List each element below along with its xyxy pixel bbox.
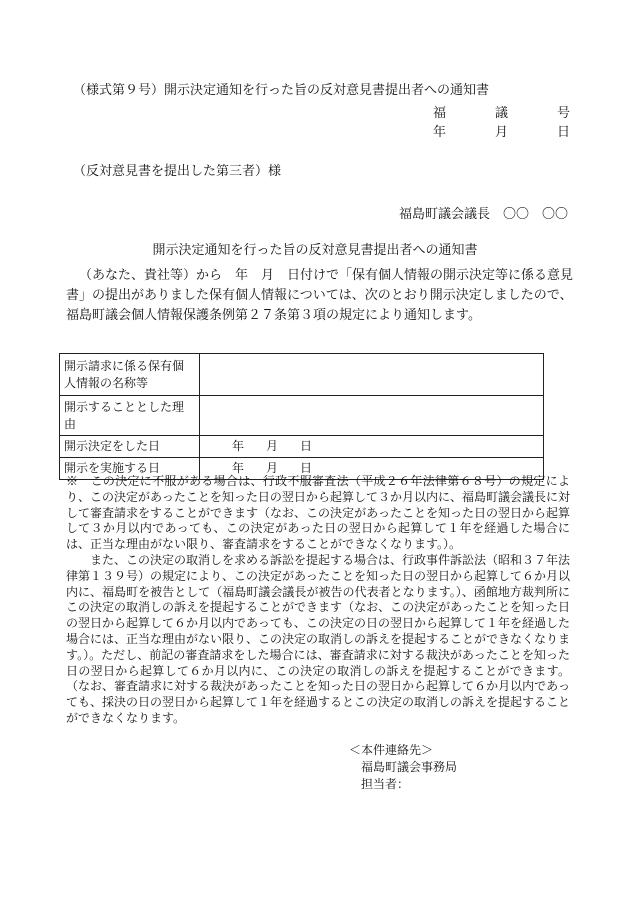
date-day: 日 (300, 461, 313, 475)
row-label: 開示請求に係る保有個人情報の名称等 (60, 354, 200, 396)
reference-number (433, 102, 570, 121)
contact-heading: ＜本件連絡先＞ (349, 743, 434, 757)
date-year: 年 (232, 461, 245, 475)
notes-section (66, 474, 570, 727)
intro-text: （あなた、貴社等）から 年 月 日付けで「保有個人情報の開示決定等に係る意見書」の提出がありました保有個人情報については、次のとおり開示決定しましたので、福島町議会個人情報保護条例第２７条第３項の規定により通知します。 (66, 268, 574, 323)
note-lawsuit: また、この決定の取消しを求める訴訟を提起する場合は、行政事件訴訟法（昭和３７年法律第１３９号）の規定により、この決定があったことを知った日の翌日から起算して６か月以内に、福島町を被告として（福島町議会議長が被告の代表者となります。）、函館地方裁判所にこの決定の取消しの訴えを提起することができます（なお、この決定があったことを知った日の翌日から起算して６か月以内であっても、この決定の日の翌日から起算して１年を経過した場合には、正当な理由がない限り、この決定の取消しの訴えを提起することができなくなります。）。ただし、前記の審査請求をした場合には、審査請求に対する裁決があったことを知った日の翌日から起算して６か月以内に、この決定の取消しの訴えを提起することができます。（なお、審査請求に対する裁決があったことを知った日の翌日から起算して６か月以内であっても、採決の日の翌日から起算して１年を経過するとこの決定の取消しの訴えを提起することができなくなります。 (66, 552, 571, 725)
sender: 福島町議会議長 〇〇 〇〇 (398, 207, 568, 222)
table-row (60, 436, 544, 458)
contact-person: 担当者： (361, 777, 410, 791)
note-appeal: ※ この決定に不服がある場合は、行政不服審査法（平成２６年法律第６８号）の規定により、この決定があったことを知った日の翌日から起算して３か月以内に、福島町議会議長に対して審査請求をすることができます（なお、この決定があったことを知った日の翌日から起算して３か月以内であっても、この決定があった日の翌日から起算して１年を経過した場合には、正当な理由がない限り、審査請求をすることができなくなります。）。 (66, 474, 570, 552)
date-month: 月 (266, 439, 279, 453)
info-table (59, 353, 544, 480)
issue-date (433, 121, 570, 140)
date-month: 月 (266, 461, 279, 475)
row-label: 開示決定をした日 (60, 436, 200, 458)
ref-suffix: 号 (556, 106, 570, 121)
row-value (200, 396, 544, 436)
contact-block (349, 742, 457, 793)
intro-paragraph (66, 266, 576, 326)
row-value (200, 354, 544, 396)
form-title: （様式第９号）開示決定通知を行った旨の反対意見書提出者への通知書 (73, 83, 490, 98)
contact-office: 福島町議会事務局 (361, 760, 458, 774)
date-year: 年 (433, 125, 447, 140)
decision-date (204, 438, 312, 455)
recipient: （反対意見書を提出した第三者）様 (73, 164, 282, 179)
document-title: 開示決定通知を行った旨の反対意見書提出者への通知書 (152, 243, 478, 258)
row-label: 開示を実施する日 (60, 458, 200, 480)
date-day: 日 (300, 439, 313, 453)
ref-prefix: 福 (433, 106, 447, 121)
date-month: 月 (494, 125, 508, 140)
row-value (200, 436, 544, 458)
date-year: 年 (232, 439, 245, 453)
row-label: 開示することとした理由 (60, 396, 200, 436)
date-day: 日 (556, 125, 570, 140)
table-row (60, 354, 544, 396)
ref-middle: 議 (494, 106, 508, 121)
table-row (60, 396, 544, 436)
